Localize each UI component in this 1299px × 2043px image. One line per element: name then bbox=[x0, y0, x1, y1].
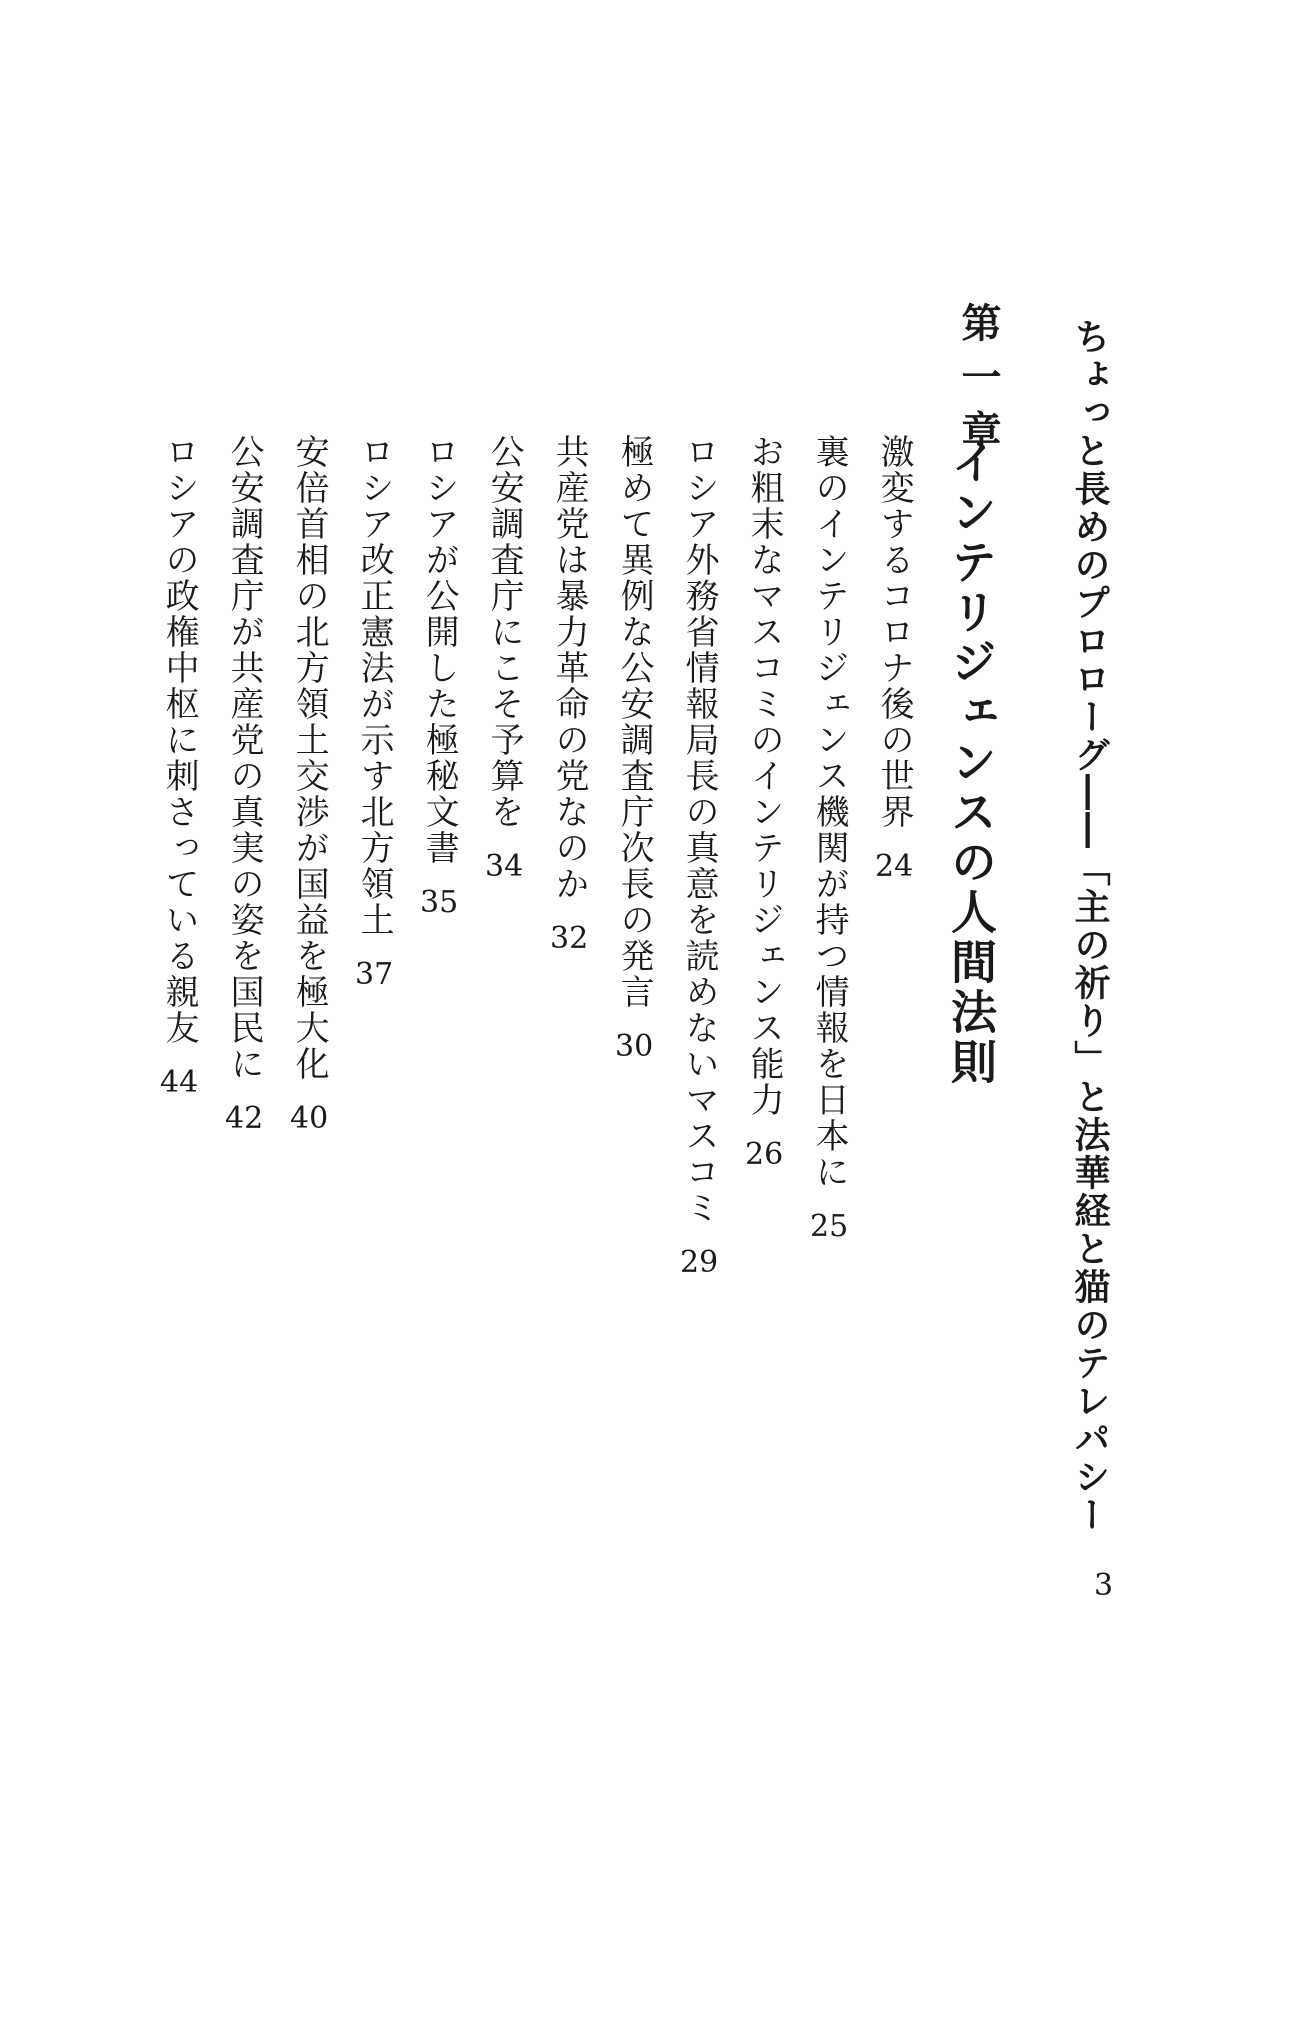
toc-entry bbox=[420, 434, 458, 918]
toc-entry-page: 44 bbox=[160, 1065, 199, 1100]
toc-entry-page: 32 bbox=[550, 921, 589, 956]
prologue-title: ちょっと長めのプロローグ――「主の祈り」と法華経と猫のテレパシー bbox=[1069, 318, 1111, 1534]
toc-entry bbox=[160, 434, 198, 1098]
toc-entry bbox=[810, 434, 848, 1242]
toc-entry-title: ロシアの政権中枢に刺さっている親友 bbox=[159, 434, 200, 1046]
toc-entry bbox=[615, 434, 653, 1062]
toc-entry bbox=[875, 434, 913, 882]
toc-entry-page: 26 bbox=[745, 1137, 784, 1172]
toc-entry-title: 公安調査庁にこそ予算を bbox=[484, 434, 525, 830]
toc-entry-page: 29 bbox=[680, 1245, 719, 1280]
chapter-label: 第一章 bbox=[955, 302, 1002, 464]
toc-entry bbox=[680, 434, 718, 1278]
toc-entry-title: ロシアが公開した極秘文書 bbox=[419, 434, 460, 866]
toc-entry-title: お粗末なマスコミのインテリジェンス能力 bbox=[744, 434, 785, 1118]
toc-entry-title: 共産党は暴力革命の党なのか bbox=[549, 434, 590, 902]
toc-entry-page: 35 bbox=[420, 885, 459, 920]
toc-entry-page: 25 bbox=[810, 1209, 849, 1244]
toc-entry-page: 42 bbox=[225, 1101, 264, 1136]
prologue-page-number: 3 bbox=[1094, 1568, 1114, 1603]
toc-entry bbox=[745, 434, 783, 1170]
toc-entry-page: 37 bbox=[355, 957, 394, 992]
toc-entry bbox=[290, 434, 328, 1134]
toc-entry-title: 安倍首相の北方領土交渉が国益を極大化 bbox=[289, 434, 330, 1082]
toc-entry-page: 40 bbox=[290, 1101, 329, 1136]
toc-entry-page: 24 bbox=[875, 849, 914, 884]
toc-entry bbox=[550, 434, 588, 954]
toc-entry-page: 34 bbox=[485, 849, 524, 884]
toc-entry-title: 極めて異例な公安調査庁次長の発言 bbox=[614, 434, 655, 1010]
chapter-title: インテリジェンスの人間法則 bbox=[944, 438, 998, 1088]
toc-entry-title: 裏のインテリジェンス機関が持つ情報を日本に bbox=[809, 434, 850, 1190]
toc-entry bbox=[225, 434, 263, 1134]
toc-entry-title: ロシア改正憲法が示す北方領土 bbox=[354, 434, 395, 938]
toc-entry bbox=[485, 434, 523, 882]
toc-entry-title: 公安調査庁が共産党の真実の姿を国民に bbox=[224, 434, 265, 1082]
toc-entry bbox=[355, 434, 393, 990]
toc-entry-title: ロシア外務省情報局長の真意を読めないマスコミ bbox=[679, 434, 720, 1226]
toc-entry-title: 激変するコロナ後の世界 bbox=[874, 434, 915, 830]
toc-entry-page: 30 bbox=[615, 1029, 654, 1064]
